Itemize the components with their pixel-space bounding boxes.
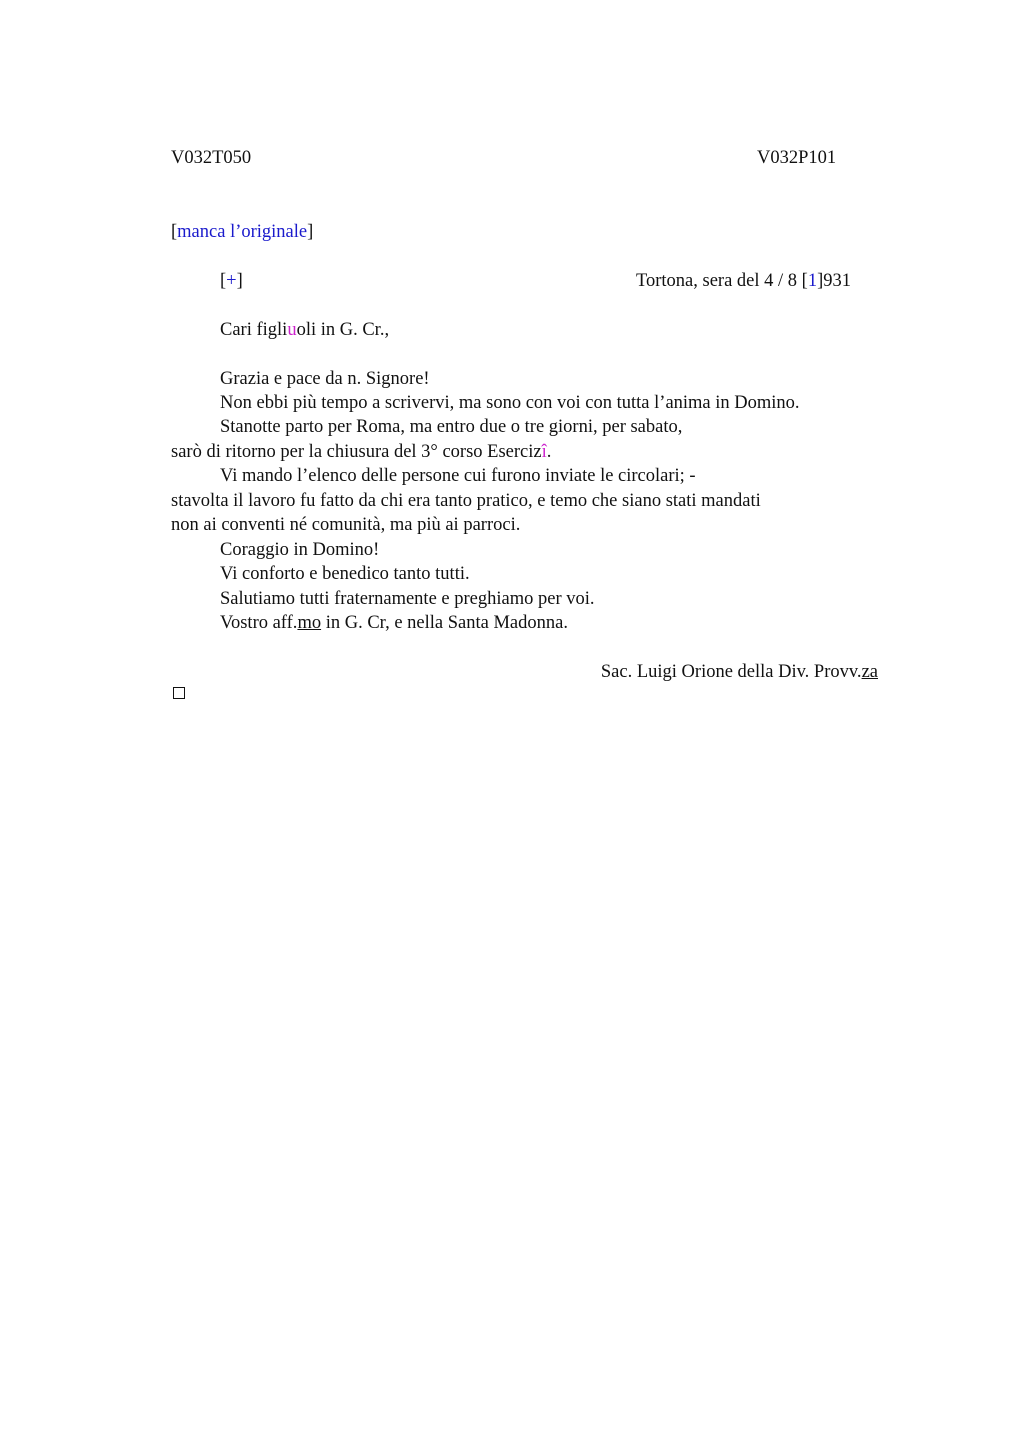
dateline-restored-digit: 1 [807,271,818,291]
body-line-4 [171,440,551,464]
salutation-marked-letter: u [287,320,297,340]
closing-line [220,611,568,635]
body-line-6: stavolta il lavoro fu fatto da chi era tanto pratico, e temo che siano stati mandati [171,491,761,511]
body-line-2: Non ebbi più tempo a scrivervi, ma sono con voi con tutta l’anima in Domino. [220,393,800,413]
body-line-4-start: sarò di ritorno per la chiusura del 3° corso Eserciz [171,442,542,462]
document-code-right: V032P101 [757,148,837,168]
closing-line-start: Vostro aff. [220,613,298,633]
editorial-note [171,220,313,244]
dateline-suffix: ]931 [817,271,851,291]
signature-name: Sac. Luigi Orione della Div. Provv. [600,662,862,682]
body-line-9: Vi conforto e benedico tanto tutti. [220,564,470,584]
missing-original-note: manca l’originale [177,222,308,242]
salutation [220,318,389,342]
body-line-7: non ai conventi né comunità, ma più ai parroci. [171,515,521,535]
bracket-open: [ [220,271,227,291]
bracket-open: [ [171,222,178,242]
bracket-close: ] [236,271,243,291]
signature-abbreviation: za [861,662,878,682]
document-code-left: V032T050 [171,148,252,168]
body-line-10: Salutiamo tutti fraternamente e preghiamo per voi. [220,589,595,609]
body-line-1: Grazia e pace da n. Signore! [220,369,430,389]
cross-symbol: + [226,271,237,291]
signature [601,660,878,684]
body-line-3: Stanotte parto per Roma, ma entro due o tre giorni, per sabato, [220,417,683,437]
body-line-4-marked-letter: î [541,442,547,462]
closing-line-superscript: mo [297,613,322,633]
end-of-document-square-icon [173,687,185,699]
dateline-prefix: Tortona, sera del 4 / 8 [ [635,271,808,291]
closing-line-end: in G. Cr, e nella Santa Madonna. [321,613,568,633]
body-line-5: Vi mando l’elenco delle persone cui furono inviate le circolari; - [220,466,696,486]
cross-mark [220,269,243,293]
body-line-4-end: . [546,442,552,462]
bracket-close: ] [307,222,314,242]
salutation-end: oli in G. Cr., [296,320,390,340]
dateline [636,269,851,293]
salutation-start: Cari figli [220,320,288,340]
body-line-8: Coraggio in Domino! [220,540,380,560]
